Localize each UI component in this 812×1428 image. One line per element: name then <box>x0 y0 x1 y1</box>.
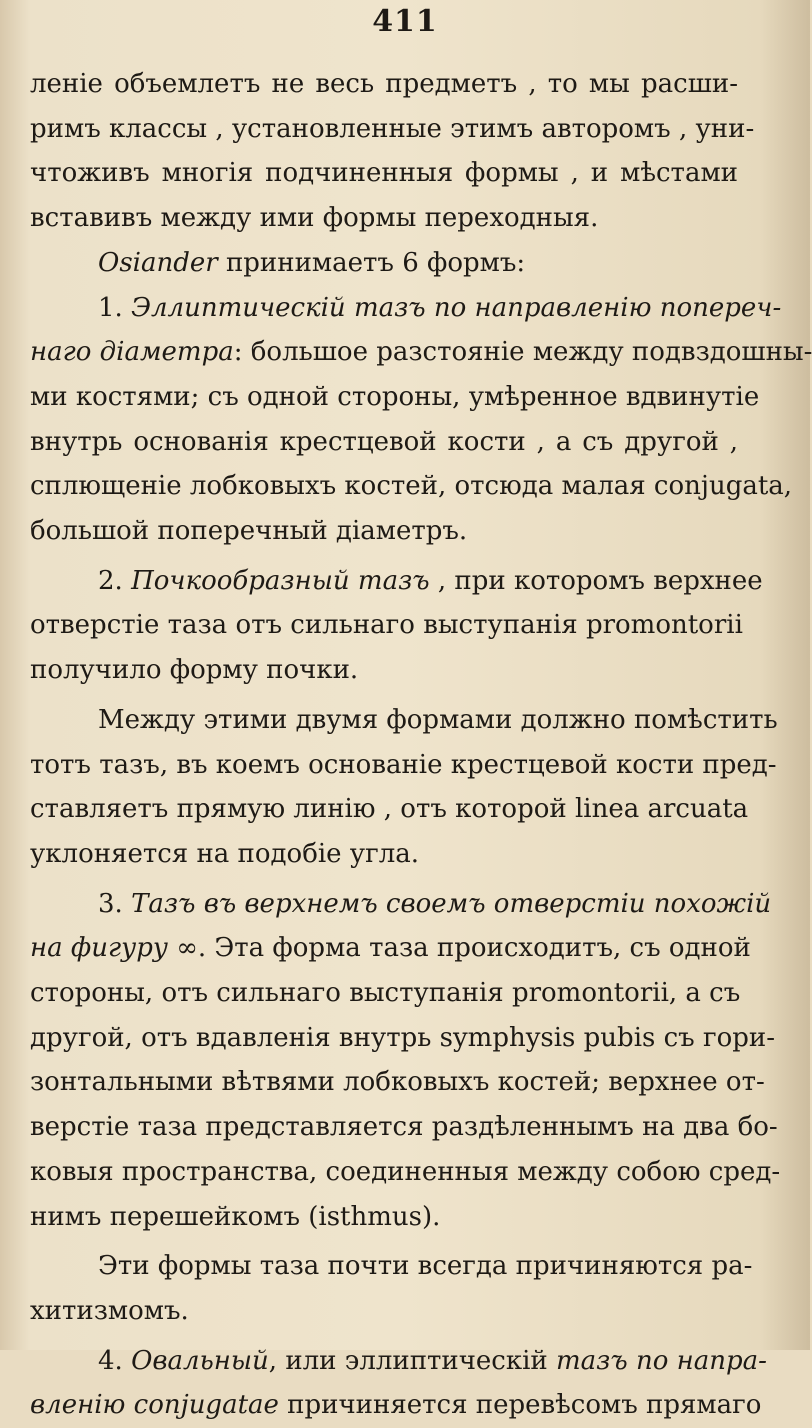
text-line: большой поперечный діаметръ. <box>30 516 468 547</box>
text-line: 1. Эллиптическій тазъ по направленію попереч- <box>98 292 782 323</box>
text-line: отверстіе таза отъ сильнаго выступанія promontorii <box>30 610 743 641</box>
text-line: ставляетъ прямую линію , отъ которой linea arcuata <box>30 794 749 825</box>
text-line: наго діаметра: большое разстояніе между подвздошны- <box>30 337 812 368</box>
text-line: ми костями; съ одной стороны, умѣренное вдвинутіе <box>30 381 760 412</box>
text-line: стороны, отъ сильнаго выступанія promontorii, а съ <box>30 978 741 1009</box>
text-line: другой, отъ вдавленія внутрь symphysis pubis съ гори- <box>30 1022 776 1053</box>
text-line: вставивъ между ими формы переходныя. <box>30 203 599 234</box>
italic-term: Osiander <box>98 247 218 278</box>
text-line: тотъ тазъ, въ коемъ основаніе крестцевой кости пред- <box>30 749 777 780</box>
italic-term: наго діаметра <box>30 337 234 368</box>
text-line: внутрь основанія крестцевой кости , а съ другой , <box>30 426 738 457</box>
italic-term: тазъ по напра- <box>556 1345 767 1376</box>
text-line: ковыя пространства, соединенныя между собою сред- <box>30 1156 781 1187</box>
text-line: сплющеніе лобковыхъ костей, отсюда малая conjugata, <box>30 471 793 502</box>
text-line: чтоживъ многія подчиненныя формы , и мѣстами <box>30 158 738 189</box>
text-line: вленію conjugatae причиняется перевѣсомъ прямаго <box>30 1390 762 1421</box>
text-line: зонтальными вѣтвями лобковыхъ костей; верхнее от- <box>30 1067 765 1098</box>
text-line: Osiander принимаетъ 6 формъ: <box>98 247 526 278</box>
italic-term: Тазъ въ верхнемъ своемъ отверстіи похожій <box>131 888 772 919</box>
text-line: получило форму почки. <box>30 655 359 686</box>
text-line: 4. Овальный, или эллиптическій тазъ по напра- <box>98 1345 767 1376</box>
paragraph <box>30 882 781 1240</box>
paragraph <box>30 1244 753 1333</box>
italic-term: Почкообразный тазъ <box>131 565 430 596</box>
italic-term: вленію conjugatae <box>30 1390 279 1421</box>
paragraph <box>30 241 738 286</box>
text-line: Между этими двумя формами должно помѣстить <box>98 704 778 735</box>
text-line: нимъ перешейкомъ (isthmus). <box>30 1201 441 1232</box>
text-line: 3. Тазъ въ верхнемъ своемъ отверстіи похожій <box>98 888 772 919</box>
italic-term: на фигуру <box>30 933 168 964</box>
paragraph <box>30 62 755 241</box>
page-number: 411 <box>372 4 438 39</box>
text-line: уклоняется на подобіе угла. <box>30 838 420 869</box>
text-line: верстіе таза представляется раздѣленнымъ на два бо- <box>30 1112 778 1143</box>
text-line: Эти формы таза почти всегда причиняются ра- <box>98 1251 753 1282</box>
italic-term: Овальный <box>131 1345 269 1376</box>
text-line: леніе объемлетъ не весь предметъ , то мы расши- <box>30 69 738 99</box>
text-line: 2. Почкообразный тазъ , при которомъ верхнее <box>98 565 763 596</box>
paragraph <box>30 559 763 693</box>
text-line: хитизмомъ. <box>30 1295 189 1326</box>
text-line: римъ классы , установленные этимъ авторомъ , уни- <box>30 113 755 144</box>
paragraph <box>30 698 778 877</box>
text-line: на фигуру ∞. Эта форма таза происходитъ, съ одной <box>30 933 751 964</box>
italic-term: Эллиптическій тазъ по направленію попереч- <box>131 292 782 323</box>
paragraph <box>30 286 812 554</box>
body-text <box>30 62 812 1428</box>
paragraph <box>30 1339 767 1428</box>
